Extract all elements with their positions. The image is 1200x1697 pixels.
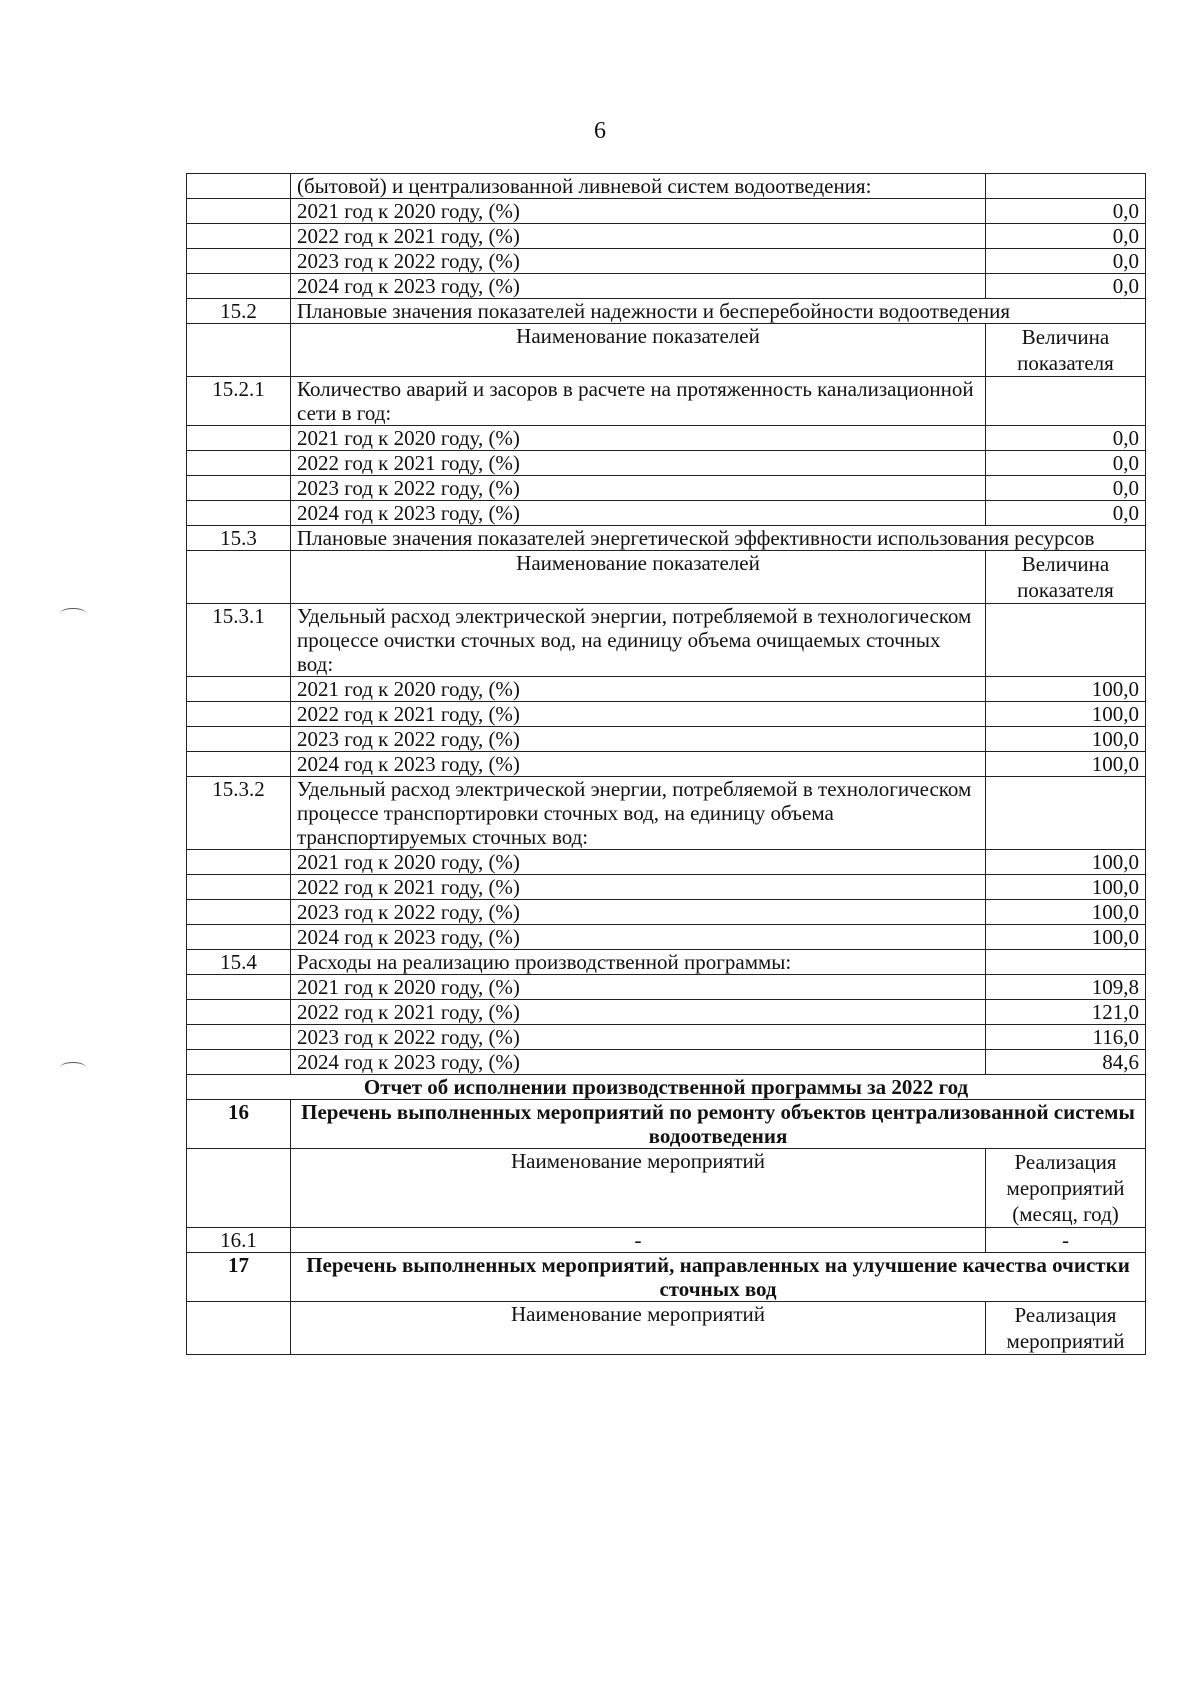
column-header-value: Реализация мероприятий (месяц, год): [986, 1149, 1146, 1228]
table-row: [187, 426, 1146, 451]
row-number: [187, 476, 291, 501]
indicator-value: 84,6: [986, 1050, 1146, 1075]
table-row: [187, 451, 1146, 476]
row-number: 15.2.1: [187, 377, 291, 426]
indicator-name: 2022 год к 2021 году, (%): [291, 702, 986, 727]
indicator-name: 2024 год к 2023 году, (%): [291, 501, 986, 526]
row-number: [187, 1000, 291, 1025]
indicator-value: 121,0: [986, 1000, 1146, 1025]
table-row: [187, 777, 1146, 850]
indicator-name: 2023 год к 2022 году, (%): [291, 249, 986, 274]
table-row: [187, 1100, 1146, 1149]
section-title: Перечень выполненных мероприятий, направленных на улучшение качества очистки сточных вод: [291, 1253, 1146, 1302]
table-row: [187, 1000, 1146, 1025]
table-row: [187, 900, 1146, 925]
indicator-value: 0,0: [986, 249, 1146, 274]
row-number: [187, 975, 291, 1000]
indicator-name: Количество аварий и засоров в расчете на протяженность канализационной сети в год:: [291, 377, 986, 426]
indicator-name: 2021 год к 2020 году, (%): [291, 199, 986, 224]
indicator-value: [986, 377, 1146, 426]
table-row: [187, 677, 1146, 702]
indicator-value: 100,0: [986, 677, 1146, 702]
table-row: [187, 975, 1146, 1000]
punch-hole-mark: [60, 608, 86, 619]
indicator-value: [986, 604, 1146, 677]
section-title: Перечень выполненных мероприятий по ремонту объектов централизованной системы водоотведения: [291, 1100, 1146, 1149]
table-row: [187, 604, 1146, 677]
indicator-value: 0,0: [986, 476, 1146, 501]
indicator-value: -: [986, 1228, 1146, 1253]
indicator-name: 2021 год к 2020 году, (%): [291, 975, 986, 1000]
indicator-name: 2024 год к 2023 году, (%): [291, 274, 986, 299]
indicator-name: -: [291, 1228, 986, 1253]
row-number: [187, 324, 291, 377]
table-row: [187, 1228, 1146, 1253]
table-row: [187, 702, 1146, 727]
row-number: [187, 1025, 291, 1050]
row-number: [187, 451, 291, 476]
row-number: [187, 249, 291, 274]
table-row: [187, 174, 1146, 199]
table-row: [187, 727, 1146, 752]
table-row: [187, 224, 1146, 249]
column-header-value: Величина показателя: [986, 324, 1146, 377]
indicator-value: 0,0: [986, 501, 1146, 526]
indicator-name: 2021 год к 2020 году, (%): [291, 677, 986, 702]
row-number: [187, 875, 291, 900]
row-number: [187, 1149, 291, 1228]
table-row: [187, 551, 1146, 604]
row-number: [187, 752, 291, 777]
row-number: [187, 426, 291, 451]
row-number: 17: [187, 1253, 291, 1302]
table-row: [187, 752, 1146, 777]
indicator-name: 2022 год к 2021 году, (%): [291, 451, 986, 476]
indicator-value: 100,0: [986, 752, 1146, 777]
row-number: [187, 1050, 291, 1075]
indicator-value: 100,0: [986, 702, 1146, 727]
punch-hole-mark: [60, 1062, 86, 1073]
row-number: [187, 501, 291, 526]
indicator-value: 0,0: [986, 426, 1146, 451]
table-row: [187, 476, 1146, 501]
indicator-name: 2021 год к 2020 году, (%): [291, 850, 986, 875]
indicator-value: 0,0: [986, 451, 1146, 476]
page-number: 6: [594, 118, 606, 144]
table-row: [187, 377, 1146, 426]
row-number: [187, 727, 291, 752]
row-number: 15.4: [187, 950, 291, 975]
table-row: [187, 850, 1146, 875]
row-number: [187, 174, 291, 199]
indicator-value: 0,0: [986, 224, 1146, 249]
table-row: [187, 1050, 1146, 1075]
row-number: 15.3.1: [187, 604, 291, 677]
indicator-value: 0,0: [986, 199, 1146, 224]
row-number: [187, 900, 291, 925]
column-header-name: Наименование показателей: [291, 324, 986, 377]
column-header-name: Наименование мероприятий: [291, 1149, 986, 1228]
row-number: 15.2: [187, 299, 291, 324]
indicator-name: 2023 год к 2022 году, (%): [291, 900, 986, 925]
section-title: Плановые значения показателей надежности и бесперебойности водоотведения: [291, 299, 1146, 324]
indicator-name: 2021 год к 2020 году, (%): [291, 426, 986, 451]
row-number: [187, 702, 291, 727]
row-number: 16.1: [187, 1228, 291, 1253]
table-row: [187, 1025, 1146, 1050]
indicator-name: (бытовой) и централизованной ливневой систем водоотведения:: [291, 174, 986, 199]
row-number: [187, 274, 291, 299]
indicator-name: 2023 год к 2022 году, (%): [291, 476, 986, 501]
indicator-value: [986, 777, 1146, 850]
indicators-table: [186, 173, 1146, 1355]
column-header-value: Величина показателя: [986, 551, 1146, 604]
indicator-name: 2024 год к 2023 году, (%): [291, 925, 986, 950]
indicator-value: 100,0: [986, 850, 1146, 875]
section-title: Плановые значения показателей энергетической эффективности использования ресурсов: [291, 526, 1146, 551]
indicator-name: Удельный расход электрической энергии, потребляемой в технологическом процессе очистки сточных вод, на единицу объема очищаемых сточных вод:: [291, 604, 986, 677]
table-row: [187, 274, 1146, 299]
indicator-value: 109,8: [986, 975, 1146, 1000]
table-row: [187, 249, 1146, 274]
table-row: [187, 501, 1146, 526]
indicator-name: 2022 год к 2021 году, (%): [291, 1000, 986, 1025]
table-row: [187, 925, 1146, 950]
column-header-name: Наименование показателей: [291, 551, 986, 604]
report-title: Отчет об исполнении производственной программы за 2022 год: [187, 1075, 1146, 1100]
indicator-value: 100,0: [986, 875, 1146, 900]
indicator-name: 2023 год к 2022 году, (%): [291, 727, 986, 752]
table-row: [187, 875, 1146, 900]
table-row: [187, 1302, 1146, 1355]
indicator-name: 2022 год к 2021 году, (%): [291, 224, 986, 249]
row-number: [187, 850, 291, 875]
indicator-value: [986, 174, 1146, 199]
indicator-value: 100,0: [986, 900, 1146, 925]
row-number: [187, 224, 291, 249]
indicator-name: 2022 год к 2021 году, (%): [291, 875, 986, 900]
table-row: [187, 1075, 1146, 1100]
table-row: [187, 324, 1146, 377]
indicator-value: 0,0: [986, 274, 1146, 299]
indicator-value: 116,0: [986, 1025, 1146, 1050]
column-header-value: Реализация мероприятий: [986, 1302, 1146, 1355]
indicator-value: 100,0: [986, 925, 1146, 950]
table-body: [187, 174, 1146, 1355]
row-number: [187, 677, 291, 702]
row-number: [187, 551, 291, 604]
indicator-name: 2023 год к 2022 году, (%): [291, 1025, 986, 1050]
table-row: [187, 1149, 1146, 1228]
row-number: [187, 925, 291, 950]
column-header-name: Наименование мероприятий: [291, 1302, 986, 1355]
table-row: [187, 950, 1146, 975]
table-row: [187, 199, 1146, 224]
row-number: [187, 1302, 291, 1355]
indicator-name: 2024 год к 2023 году, (%): [291, 1050, 986, 1075]
indicator-name: 2024 год к 2023 году, (%): [291, 752, 986, 777]
table-row: [187, 526, 1146, 551]
indicator-name: Расходы на реализацию производственной программы:: [291, 950, 986, 975]
table-row: [187, 299, 1146, 324]
row-number: 16: [187, 1100, 291, 1149]
indicator-value: [986, 950, 1146, 975]
table-row: [187, 1253, 1146, 1302]
indicator-value: 100,0: [986, 727, 1146, 752]
row-number: 15.3.2: [187, 777, 291, 850]
indicator-name: Удельный расход электрической энергии, потребляемой в технологическом процессе транспортировки сточных вод, на единицу объема транспортируемых сточных вод:: [291, 777, 986, 850]
row-number: [187, 199, 291, 224]
row-number: 15.3: [187, 526, 291, 551]
